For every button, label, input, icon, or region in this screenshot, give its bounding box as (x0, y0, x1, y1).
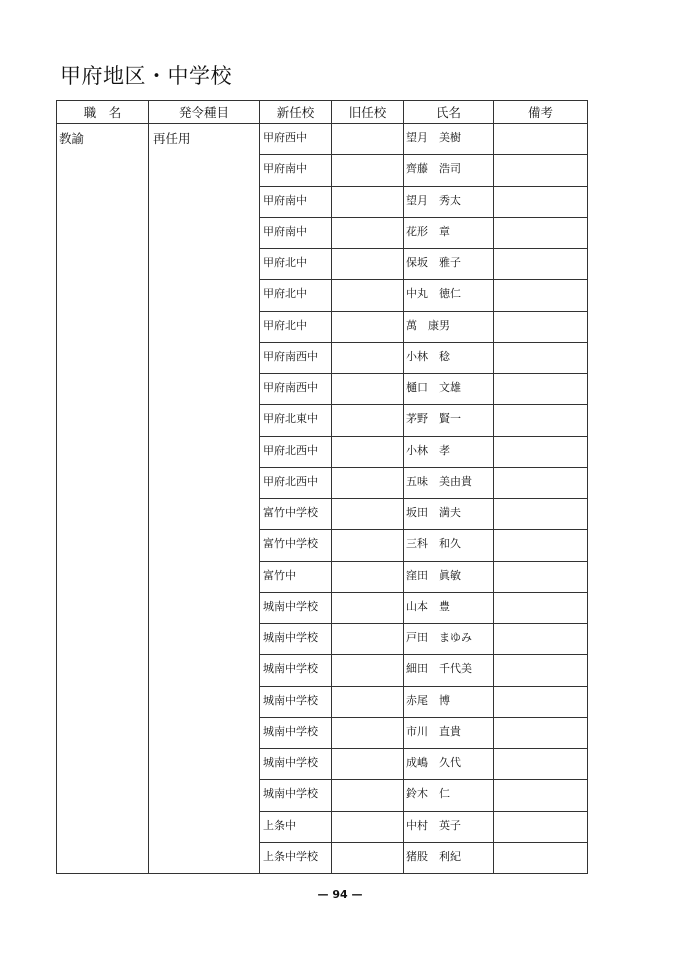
new-school-text: 甲府北中 (263, 318, 307, 332)
new-school-cell (260, 561, 332, 592)
new-school-cell (260, 811, 332, 842)
name-cell (404, 467, 494, 498)
name-text: 萬 康男 (406, 318, 450, 332)
new-school-text: 富竹中学校 (263, 537, 318, 551)
new-school-text: 城南中学校 (263, 631, 318, 644)
note-cell (494, 780, 588, 811)
name-cell (404, 155, 494, 186)
note-cell (494, 124, 588, 155)
name-cell (404, 655, 494, 686)
personnel-table (56, 100, 588, 874)
page-number: — 94 — (317, 888, 363, 901)
new-school-text: 富竹中学校 (263, 506, 318, 519)
old-school-cell (332, 749, 404, 780)
new-school-cell (260, 155, 332, 186)
new-school-text: 甲府南西中 (263, 349, 318, 363)
note-cell (494, 217, 588, 248)
name-text: 赤尾 博 (406, 693, 450, 707)
order-type-text: 再任用 (153, 131, 191, 146)
new-school-cell (260, 530, 332, 561)
name-cell (404, 374, 494, 405)
name-cell (404, 624, 494, 655)
old-school-cell (332, 592, 404, 623)
old-school-cell (332, 249, 404, 280)
new-school-text: 城南中学校 (263, 724, 318, 738)
name-text: 坂田 満夫 (406, 506, 461, 519)
new-school-cell (260, 436, 332, 467)
name-cell (404, 811, 494, 842)
name-cell (404, 249, 494, 280)
old-school-cell (332, 342, 404, 373)
note-cell (494, 561, 588, 592)
name-cell (404, 780, 494, 811)
new-school-text: 甲府北中 (263, 287, 307, 301)
header-name: 氏名 (404, 101, 494, 124)
table-body (57, 124, 588, 874)
note-cell (494, 280, 588, 311)
header-new-school: 新任校 (260, 101, 332, 124)
new-school-cell (260, 624, 332, 655)
new-school-text: 甲府南中 (263, 193, 307, 207)
note-cell (494, 530, 588, 561)
note-cell (494, 811, 588, 842)
new-school-text: 城南中学校 (263, 693, 318, 707)
name-text: 齊藤 浩司 (406, 162, 461, 176)
note-cell (494, 592, 588, 623)
new-school-text: 上条中 (263, 818, 296, 832)
new-school-cell (260, 217, 332, 248)
note-cell (494, 436, 588, 467)
name-text: 三科 和久 (406, 537, 461, 551)
new-school-cell (260, 655, 332, 686)
name-text: 成嶋 久代 (406, 756, 461, 769)
name-text: 猪股 利紀 (406, 849, 461, 863)
name-text: 望月 美樹 (406, 131, 461, 144)
note-cell (494, 499, 588, 530)
name-cell (404, 530, 494, 561)
position-text: 教諭 (59, 131, 85, 146)
note-cell (494, 842, 588, 873)
note-cell (494, 749, 588, 780)
name-text: 細田 千代美 (406, 662, 472, 676)
old-school-cell (332, 686, 404, 717)
new-school-cell (260, 749, 332, 780)
new-school-text: 甲府北中 (263, 256, 307, 269)
name-text: 中丸 徳仁 (406, 287, 461, 301)
new-school-text: 甲府南中 (263, 224, 307, 238)
header-old-school: 旧任校 (332, 101, 404, 124)
name-cell (404, 592, 494, 623)
position-cell (57, 124, 149, 874)
note-cell (494, 624, 588, 655)
name-text: 花形 章 (406, 224, 450, 238)
note-cell (494, 405, 588, 436)
name-cell (404, 749, 494, 780)
new-school-cell (260, 186, 332, 217)
old-school-cell (332, 436, 404, 467)
name-cell (404, 561, 494, 592)
name-text: 望月 秀太 (406, 193, 461, 207)
new-school-cell (260, 311, 332, 342)
new-school-cell (260, 592, 332, 623)
new-school-text: 上条中学校 (263, 849, 318, 863)
new-school-cell (260, 280, 332, 311)
old-school-cell (332, 186, 404, 217)
name-cell (404, 342, 494, 373)
note-cell (494, 186, 588, 217)
old-school-cell (332, 811, 404, 842)
new-school-cell (260, 405, 332, 436)
name-text: 樋口 文雄 (406, 381, 461, 394)
name-text: 保坂 雅子 (406, 256, 461, 269)
old-school-cell (332, 374, 404, 405)
new-school-cell (260, 499, 332, 530)
new-school-cell (260, 686, 332, 717)
name-cell (404, 186, 494, 217)
name-text: 茅野 賢一 (406, 412, 461, 426)
new-school-text: 甲府北東中 (263, 412, 318, 426)
name-text: 窪田 眞敏 (406, 568, 461, 582)
new-school-text: 富竹中 (263, 568, 296, 582)
new-school-text: 城南中学校 (263, 662, 318, 676)
name-text: 鈴木 仁 (406, 787, 450, 801)
header-note: 備考 (494, 101, 588, 124)
old-school-cell (332, 655, 404, 686)
note-cell (494, 374, 588, 405)
name-cell (404, 686, 494, 717)
old-school-cell (332, 311, 404, 342)
old-school-cell (332, 717, 404, 748)
name-cell (404, 311, 494, 342)
new-school-cell (260, 124, 332, 155)
note-cell (494, 655, 588, 686)
new-school-text: 甲府南中 (263, 162, 307, 176)
new-school-text: 甲府西中 (263, 131, 307, 144)
name-text: 中村 英子 (406, 818, 461, 832)
new-school-text: 甲府北西中 (263, 474, 318, 488)
old-school-cell (332, 530, 404, 561)
new-school-cell (260, 374, 332, 405)
name-cell (404, 717, 494, 748)
new-school-text: 城南中学校 (263, 756, 318, 769)
name-cell (404, 280, 494, 311)
header-position: 職 名 (57, 101, 149, 124)
name-text: 市川 直貴 (406, 724, 461, 738)
old-school-cell (332, 780, 404, 811)
order-type-cell (149, 124, 260, 874)
name-cell (404, 436, 494, 467)
new-school-cell (260, 780, 332, 811)
name-cell (404, 405, 494, 436)
old-school-cell (332, 624, 404, 655)
old-school-cell (332, 280, 404, 311)
new-school-cell (260, 717, 332, 748)
page-title: 甲府地区・中学校 (60, 64, 232, 88)
note-cell (494, 467, 588, 498)
new-school-text: 城南中学校 (263, 599, 318, 613)
new-school-text: 甲府北西中 (263, 443, 318, 457)
note-cell (494, 249, 588, 280)
new-school-cell (260, 249, 332, 280)
old-school-cell (332, 842, 404, 873)
note-cell (494, 686, 588, 717)
name-cell (404, 499, 494, 530)
table-header-row (57, 101, 588, 124)
old-school-cell (332, 561, 404, 592)
note-cell (494, 717, 588, 748)
name-text: 山本 豊 (406, 599, 450, 613)
name-cell (404, 217, 494, 248)
name-cell (404, 842, 494, 873)
new-school-text: 甲府南西中 (263, 381, 318, 394)
old-school-cell (332, 155, 404, 186)
name-text: 小林 孝 (406, 443, 450, 457)
new-school-cell (260, 842, 332, 873)
new-school-cell (260, 342, 332, 373)
name-text: 戸田 まゆみ (406, 631, 472, 644)
note-cell (494, 155, 588, 186)
table-row (57, 124, 588, 155)
old-school-cell (332, 217, 404, 248)
name-text: 五味 美由貴 (406, 474, 472, 488)
note-cell (494, 311, 588, 342)
new-school-cell (260, 467, 332, 498)
new-school-text: 城南中学校 (263, 787, 318, 801)
old-school-cell (332, 124, 404, 155)
old-school-cell (332, 467, 404, 498)
old-school-cell (332, 499, 404, 530)
header-order-type: 発令種目 (149, 101, 260, 124)
note-cell (494, 342, 588, 373)
old-school-cell (332, 405, 404, 436)
name-cell (404, 124, 494, 155)
name-text: 小林 稔 (406, 349, 450, 363)
